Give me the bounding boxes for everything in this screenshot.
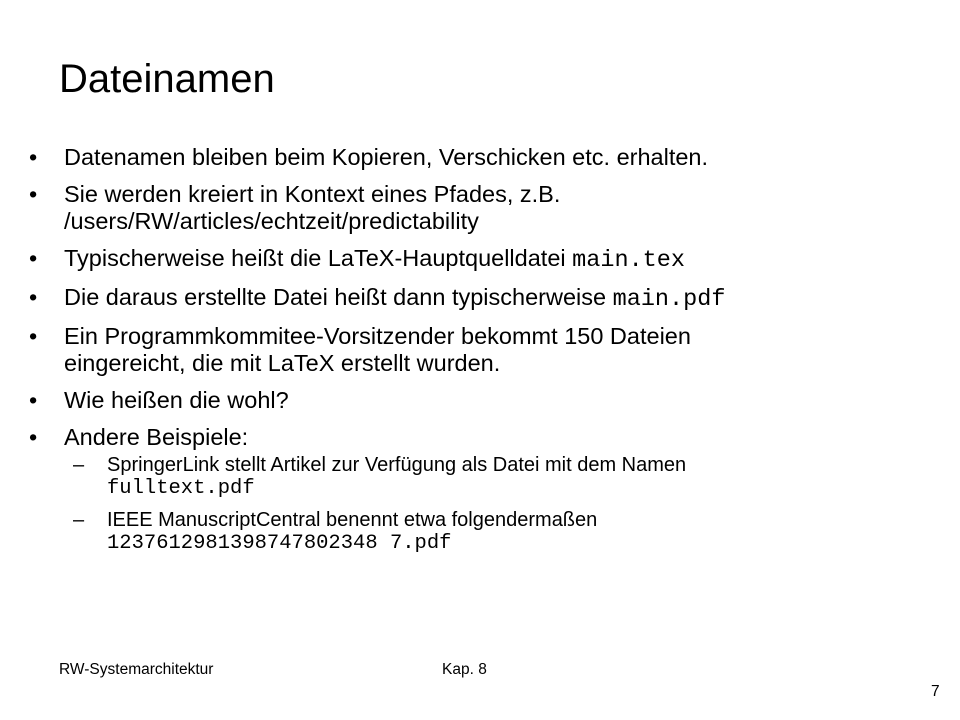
bullet-list — [29, 144, 909, 566]
sub-bullet-code: fulltext.pdf — [107, 477, 255, 500]
bullet-item — [29, 284, 909, 313]
bullet-code: main.pdf — [612, 286, 726, 313]
bullet-line — [64, 245, 909, 274]
footer-course-name: RW-Systemarchitektur — [59, 661, 214, 678]
sub-bullet-list — [64, 453, 909, 556]
bullet-item — [29, 424, 909, 556]
bullet-line — [64, 284, 909, 313]
bullet-marker: • — [29, 245, 38, 271]
bullet-text: Andere Beispiele: — [64, 424, 249, 450]
bullet-item — [29, 245, 909, 274]
sub-bullet-text: SpringerLink stellt Artikel zur Verfügung als Datei mit dem Namen — [107, 454, 687, 476]
bullet-marker: • — [29, 323, 38, 349]
bullet-item — [29, 144, 909, 171]
bullet-item — [29, 387, 909, 414]
bullet-text: Sie werden kreiert in Kontext eines Pfades, z.B. — [64, 181, 561, 207]
page-number: 7 — [931, 683, 940, 700]
bullet-item — [29, 323, 909, 377]
bullet-text: Typischerweise heißt die LaTeX-Hauptquelldatei — [64, 245, 573, 271]
sub-bullet-item — [64, 508, 909, 556]
bullet-marker: • — [29, 424, 38, 450]
sub-bullet-item — [64, 453, 909, 501]
slide-title: Dateinamen — [59, 57, 275, 101]
bullet-marker: • — [29, 181, 38, 207]
bullet-text: eingereicht, die mit LaTeX erstellt wurden. — [64, 350, 501, 376]
bullet-code: main.tex — [572, 247, 685, 274]
bullet-text: Die daraus erstellte Datei heißt dann typischerweise — [64, 284, 613, 310]
bullet-text: Datenamen bleiben beim Kopieren, Verschicken etc. erhalten. — [64, 144, 709, 170]
bullet-text: Wie heißen die wohl? — [64, 387, 289, 413]
sub-bullet-marker: – — [73, 454, 85, 476]
bullet-text: Ein Programmkommitee-Vorsitzender bekommt 150 Dateien — [64, 323, 691, 349]
bullet-item — [29, 181, 909, 235]
sub-bullet-marker: – — [73, 509, 85, 531]
sub-bullet-code: 1237612981398747802348 7.pdf — [107, 532, 452, 555]
sub-bullet-text: IEEE ManuscriptCentral benennt etwa folgendermaßen — [107, 509, 598, 531]
bullet-marker: • — [29, 144, 38, 170]
bullet-marker: • — [29, 284, 38, 310]
bullet-marker: • — [29, 387, 38, 413]
bullet-text-path: /users/RW/articles/echtzeit/predictability — [64, 208, 479, 234]
footer-chapter: Kap. 8 — [442, 661, 487, 678]
